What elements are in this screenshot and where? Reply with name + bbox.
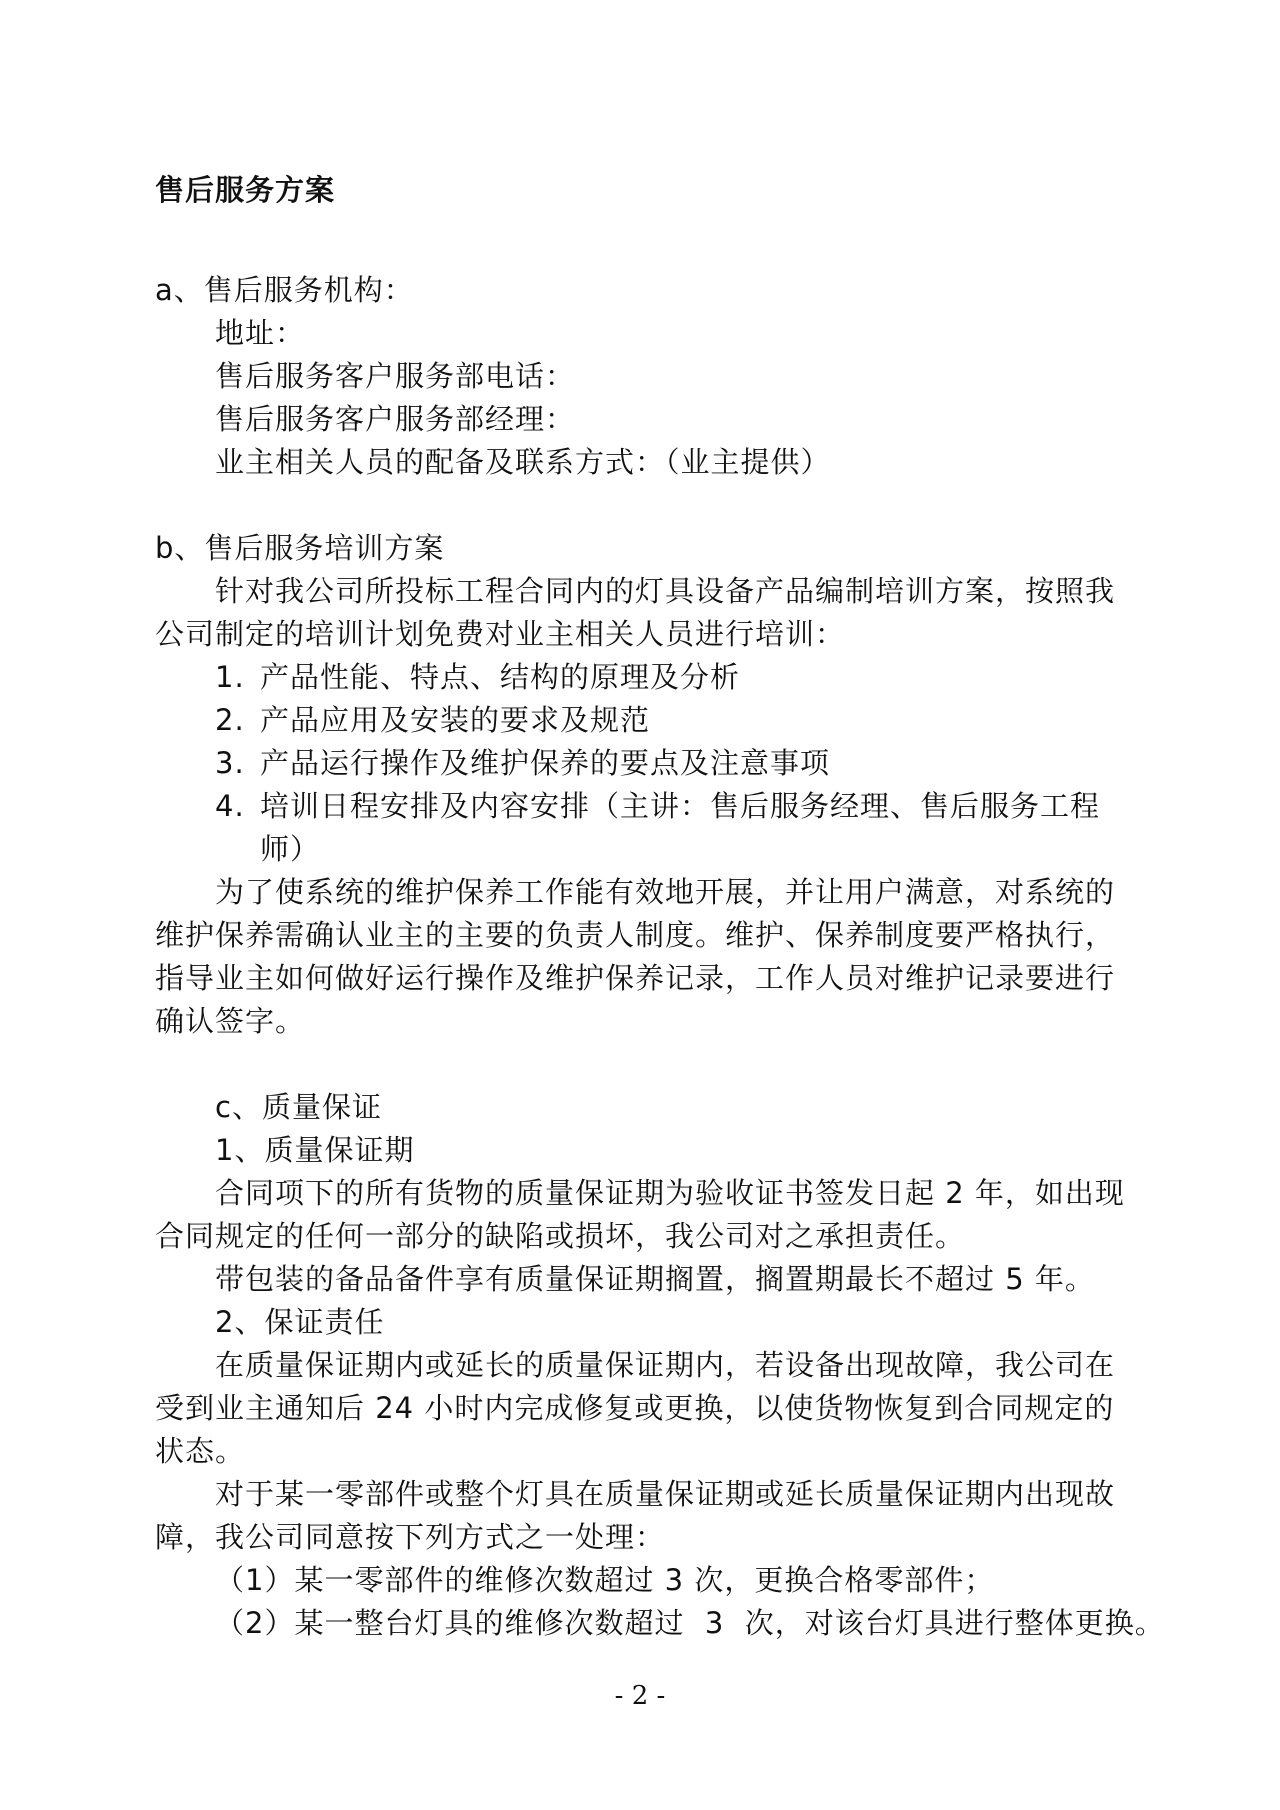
maintenance-paragraph-line: 维护保养需确认业主的主要的负责人制度。维护、保养制度要严格执行， [155,918,1116,952]
page-number: - 2 - [614,1681,666,1711]
address-label: 地址： [215,316,306,350]
warranty-responsibility-line: 状态。 [155,1434,246,1468]
handling-option: （1）某一零部件的维修次数超过 3 次，更换合格零部件； [215,1563,995,1597]
section-b-heading: b、售后服务培训方案 [155,531,445,565]
training-list-item [215,659,740,695]
warranty-responsibility-line: 障，我公司同意按下列方式之一处理： [155,1520,666,1554]
maintenance-paragraph-line: 为了使系统的维护保养工作能有效地开展，并让用户满意，对系统的 [215,875,1116,909]
warranty-period-line: 合同项下的所有货物的质量保证期为验收证书签发日起 2 年，如出现 [215,1176,1125,1210]
training-list-item [215,745,830,781]
training-list-item [215,702,650,738]
warranty-responsibility-heading: 2、保证责任 [215,1305,385,1339]
list-item-continuation: 师） [260,832,321,866]
warranty-responsibility-line: 在质量保证期内或延长的质量保证期内，若设备出现故障，我公司在 [215,1348,1116,1382]
warranty-period-line: 合同规定的任何一部分的缺陷或损坏，我公司对之承担责任。 [155,1219,966,1253]
owner-contacts-label: 业主相关人员的配备及联系方式：（业主提供） [215,445,831,479]
maintenance-paragraph-line: 确认签字。 [155,1004,306,1038]
page-title: 售后服务方案 [155,173,336,207]
list-item-text: 产品应用及安装的要求及规范 [260,703,651,737]
training-intro-line: 公司制定的培训计划免费对业主相关人员进行培训： [155,617,846,651]
warranty-period-heading: 1、质量保证期 [215,1133,415,1167]
service-phone-label: 售后服务客户服务部电话： [215,359,576,393]
handling-option: （2）某一整台灯具的维修次数超过 3 次，对该台灯具进行整体更换。 [215,1606,1165,1640]
section-c-heading: c、质量保证 [215,1090,382,1124]
maintenance-paragraph-line: 指导业主如何做好运行操作及维护保养记录，工作人员对维护记录要进行 [155,961,1116,995]
training-intro-line: 针对我公司所投标工程合同内的灯具设备产品编制培训方案，按照我 [215,574,1116,608]
warranty-responsibility-line: 受到业主通知后 24 小时内完成修复或更换，以使货物恢复到合同规定的 [155,1391,1115,1425]
section-a-heading: a、售后服务机构： [155,273,414,307]
list-item-number: 4. [215,789,245,823]
warranty-responsibility-line: 对于某一零部件或整个灯具在质量保证期或延长质量保证期内出现故 [215,1477,1116,1511]
list-item-text: 产品性能、特点、结构的原理及分析 [260,660,741,694]
warranty-period-line: 带包装的备品备件享有质量保证期搁置，搁置期最长不超过 5 年。 [215,1262,1095,1296]
list-item-number: 2. [215,703,245,737]
training-list-item [215,788,1100,824]
list-item-number: 1. [215,660,245,694]
list-item-number: 3. [215,746,245,780]
list-item-text: 培训日程安排及内容安排（主讲：售后服务经理、售后服务工程 [260,789,1101,823]
service-manager-label: 售后服务客户服务部经理： [215,402,576,436]
list-item-text: 产品运行操作及维护保养的要点及注意事项 [260,746,831,780]
